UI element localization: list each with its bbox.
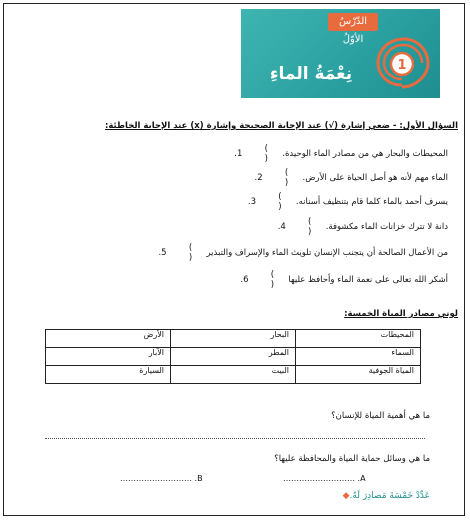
- table-cell[interactable]: المطر: [171, 348, 296, 366]
- task-prompt: [339, 491, 430, 501]
- table-cell[interactable]: الأرض: [46, 330, 171, 348]
- item-number: .6: [240, 275, 249, 285]
- task-text: عَدِّدْ خَمْسَةَ مَصادِرَ لَهُ.: [349, 491, 430, 501]
- answer-box[interactable]: ( ): [270, 270, 281, 290]
- list-item: [32, 194, 452, 210]
- answer-box[interactable]: ( ): [188, 243, 199, 263]
- list-item: [32, 272, 452, 288]
- list-item: [32, 170, 452, 186]
- list-item: [32, 146, 452, 162]
- item-text: دانة لا تترك خزانات الماء مكشوفة.: [325, 222, 448, 232]
- lesson-tag: الدّرْسُ الأوّلُ: [328, 13, 378, 31]
- question1-heading: السؤال الأول: - ضعي إشارة (√) عند الإجابة الصحيحة وإشارة (x) عند الإجابة الخاطئة:: [104, 121, 458, 131]
- list-item: [32, 245, 452, 261]
- water-sources-table: [45, 329, 421, 384]
- item-number: .5: [158, 248, 167, 258]
- answer-box[interactable]: ( ): [278, 192, 288, 212]
- table-cell[interactable]: البيت: [171, 366, 296, 384]
- item-number: .4: [277, 222, 286, 232]
- diamond-bullet-icon: ◆: [342, 491, 350, 501]
- answer-line[interactable]: [45, 438, 425, 439]
- answer-b[interactable]: ……………………… .B: [120, 474, 203, 483]
- table-cell[interactable]: المياة الجوفية: [296, 366, 421, 384]
- answer-box[interactable]: ( ): [308, 217, 318, 237]
- item-number: .2: [254, 173, 263, 183]
- table-cell[interactable]: المحيطات: [296, 330, 421, 348]
- table-cell[interactable]: السماء: [296, 348, 421, 366]
- table-cell[interactable]: السيارة: [46, 366, 171, 384]
- item-text: المحيطات والبحار هي من مصادر الماء الوحيدة.: [282, 149, 448, 159]
- spiral-logo-icon: [372, 33, 432, 93]
- question2-heading: لوني مصادر المياة الخمسة:: [344, 309, 458, 319]
- answer-box[interactable]: ( ): [264, 144, 274, 164]
- lesson-banner: [241, 9, 440, 98]
- list-item: [32, 219, 452, 235]
- question4-text: ما هي وسائل حماية المياة والمحافظة عليها؟: [274, 454, 430, 464]
- item-text: من الأعمال الصالحة أن يتجنب الإنسان تلويث الماء والإسراف والتبذير: [206, 248, 448, 258]
- item-number: .1: [234, 149, 243, 159]
- lesson-title: نِعْمَةُ الماءِ: [269, 64, 353, 84]
- table-row: [46, 330, 421, 348]
- answer-a[interactable]: ……………………… .A: [283, 474, 366, 483]
- table-row: [46, 348, 421, 366]
- table-row: [46, 366, 421, 384]
- answer-box[interactable]: ( ): [284, 168, 295, 188]
- item-number: .3: [247, 197, 257, 207]
- item-text: أشكر الله تعالى على نعمة الماء وأحافظ عليها: [288, 275, 448, 285]
- question3-text: ما هي أهمية المياة للإنسان؟: [331, 411, 430, 421]
- lesson-number: 1: [397, 58, 407, 73]
- table-cell[interactable]: البحار: [171, 330, 296, 348]
- item-text: يسرف أحمد بالماء كلما قام بتنظيف أسنانه.: [295, 197, 448, 207]
- item-text: الماء مهم لأنه هو أصل الحياة على الأرض.: [302, 173, 448, 183]
- table-cell[interactable]: الآبار: [46, 348, 171, 366]
